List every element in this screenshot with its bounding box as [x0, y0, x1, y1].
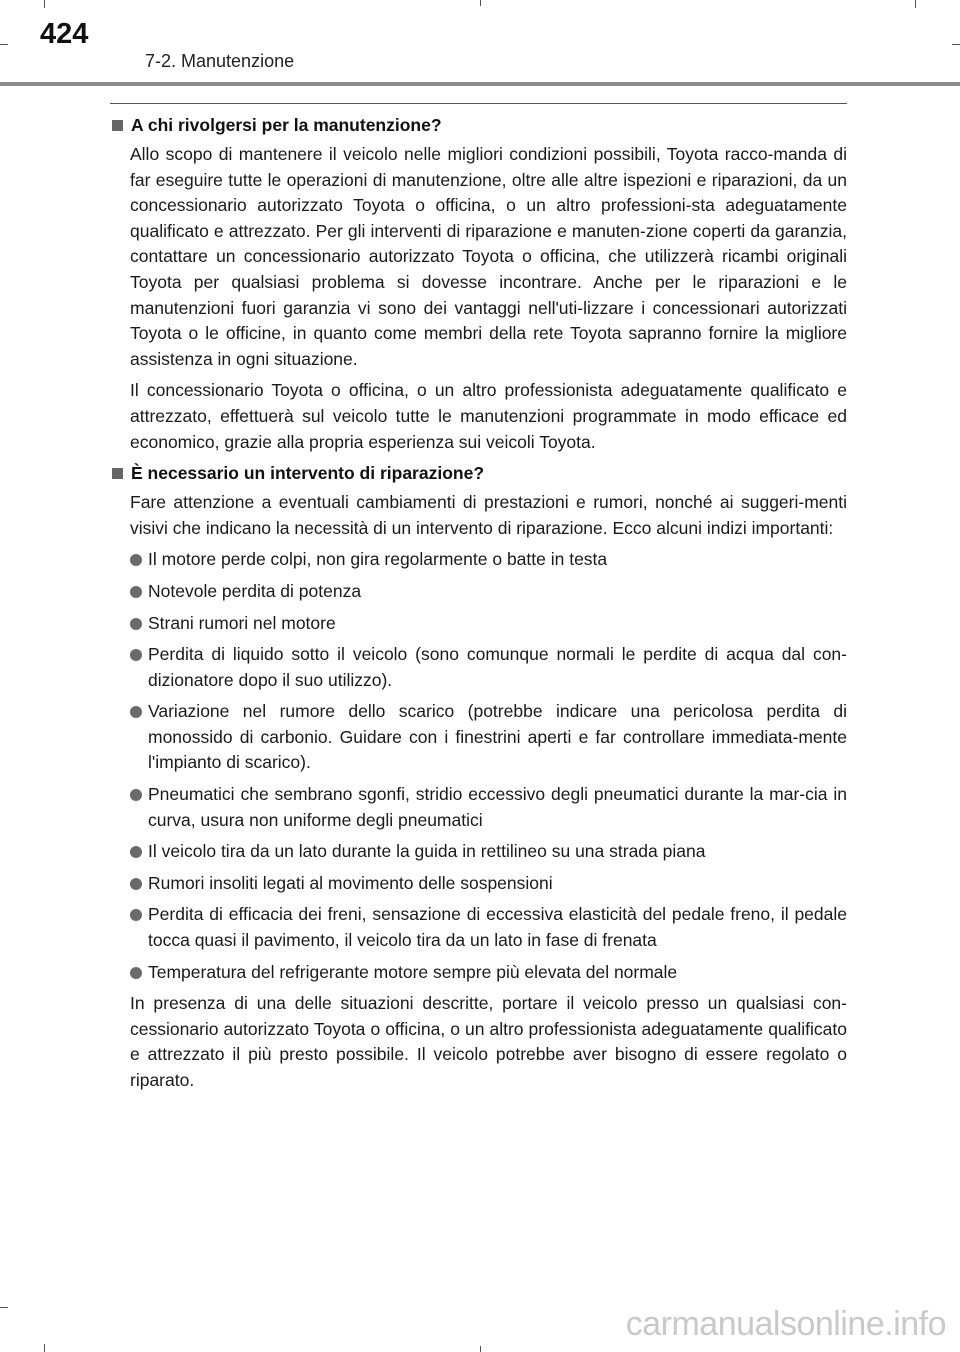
- circle-bullet-icon: [130, 878, 142, 890]
- list-item-text: Notevole perdita di potenza: [148, 580, 362, 601]
- page-content: [110, 103, 847, 1100]
- page-number: 424: [40, 18, 89, 50]
- circle-bullet-icon: [130, 909, 142, 921]
- crop-mark: [44, 1344, 45, 1352]
- crop-mark: [480, 0, 481, 6]
- square-bullet-icon: [112, 468, 123, 479]
- list-item: [130, 960, 847, 986]
- circle-bullet-icon: [130, 789, 142, 801]
- circle-bullet-icon: [130, 967, 142, 979]
- chapter-title: 7-2. Manutenzione: [145, 51, 295, 71]
- crop-mark: [0, 1307, 8, 1308]
- list-item: [130, 699, 847, 776]
- crop-mark: [0, 44, 8, 45]
- body-paragraph: Fare attenzione a eventuali cambiamenti di prestazioni e rumori, nonché ai suggeri-menti visivi che indicano la necessità di un intervento di riparazione. Ecco alcuni indizi importanti:: [130, 492, 847, 538]
- list-item: [130, 902, 847, 953]
- crop-mark: [44, 0, 45, 8]
- crop-mark: [952, 44, 960, 45]
- list-item: [130, 579, 847, 605]
- list-item-text: Il veicolo tira da un lato durante la guida in rettilineo su una strada piana: [148, 841, 706, 862]
- list-item-text: Variazione nel rumore dello scarico (potrebbe indicare una pericolosa perdita di monossido di carbonio. Guidare con i finestrini aperti e far controllare immediata-mente l'impianto di scarico).: [148, 701, 847, 773]
- body-paragraph: Il concessionario Toyota o officina, o un altro professionista adeguatamente qualificato e attrezzato, effettuerà sul veicolo tutte le manutenzioni programmate in modo efficace ed economico, grazie alla propria esperienza sui veicoli Toyota.: [130, 380, 847, 452]
- circle-bullet-icon: [130, 706, 142, 718]
- list-item-text: Perdita di liquido sotto il veicolo (sono comunque normali le perdite di acqua dal con-dizionatore dopo il suo utilizzo).: [148, 644, 847, 690]
- section-heading-text: È necessario un intervento di riparazione?: [131, 463, 485, 484]
- circle-bullet-icon: [130, 649, 142, 661]
- list-item-text: Temperatura del refrigerante motore sempre più elevata del normale: [148, 961, 678, 982]
- list-item: [130, 839, 847, 865]
- list-item-text: Rumori insoliti legati al movimento delle sospensioni: [148, 872, 553, 893]
- circle-bullet-icon: [130, 586, 142, 598]
- body-paragraph: In presenza di una delle situazioni descritte, portare il veicolo presso un qualsiasi con-cessionario autorizzato Toyota o officina, o un altro professionista adeguatamente qualificato e attrezzato il più presto possibile. Il veicolo potrebbe aver bisogno di essere regolato o riparato.: [130, 993, 847, 1090]
- list-item-text: Perdita di efficacia dei freni, sensazione di eccessiva elasticità del pedale freno, il pedale tocca quasi il pavimento, il veicolo tira da un lato in fase di frenata: [148, 904, 847, 951]
- section-heading: [110, 461, 847, 485]
- list-item-text: Pneumatici che sembrano sgonfi, stridio eccessivo degli pneumatici durante la mar-cia in curva, usura non uniforme degli pneumatici: [148, 784, 847, 830]
- list-item: [130, 782, 847, 833]
- list-item: [130, 642, 847, 693]
- crop-mark: [480, 1346, 481, 1352]
- list-item: [130, 611, 847, 637]
- circle-bullet-icon: [130, 618, 142, 630]
- watermark: carmanualsonline.info: [625, 1305, 946, 1343]
- list-item-text: Il motore perde colpi, non gira regolarmente o batte in testa: [148, 549, 608, 570]
- section-heading-text: A chi rivolgersi per la manutenzione?: [131, 115, 442, 135]
- list-item: [130, 871, 847, 897]
- list-item: [130, 547, 847, 573]
- section-divider: [110, 103, 847, 104]
- list-item-text: Strani rumori nel motore: [148, 612, 336, 633]
- square-bullet-icon: [112, 120, 123, 131]
- body-paragraph: Allo scopo di mantenere il veicolo nelle migliori condizioni possibili, Toyota racco-manda di far eseguire tutte le operazioni di manutenzione, oltre alle altre ispezioni e riparazioni, da un concessionario autorizzato Toyota o officina, o un altro professioni-sta adeguatamente qualificato e attrezzato. Per gli interventi di riparazione e manuten-zione coperti da garanzia, contattare un concessionario autorizzato Toyota o officina, che utilizzerà ricambi originali Toyota per qualsiasi problema si dovesse incontrare. Anche per le riparazioni e le manutenzioni fuori garanzia vi sono dei vantaggi nell'uti-lizzare i concessionari autorizzati Toyota o le officine, in quanto come membri della rete Toyota sapranno fornire la migliore assistenza in ogni situazione.: [130, 144, 847, 369]
- circle-bullet-icon: [130, 554, 142, 566]
- section-heading: [110, 113, 847, 137]
- header-bar: [0, 82, 960, 86]
- crop-mark: [915, 0, 916, 8]
- circle-bullet-icon: [130, 846, 142, 858]
